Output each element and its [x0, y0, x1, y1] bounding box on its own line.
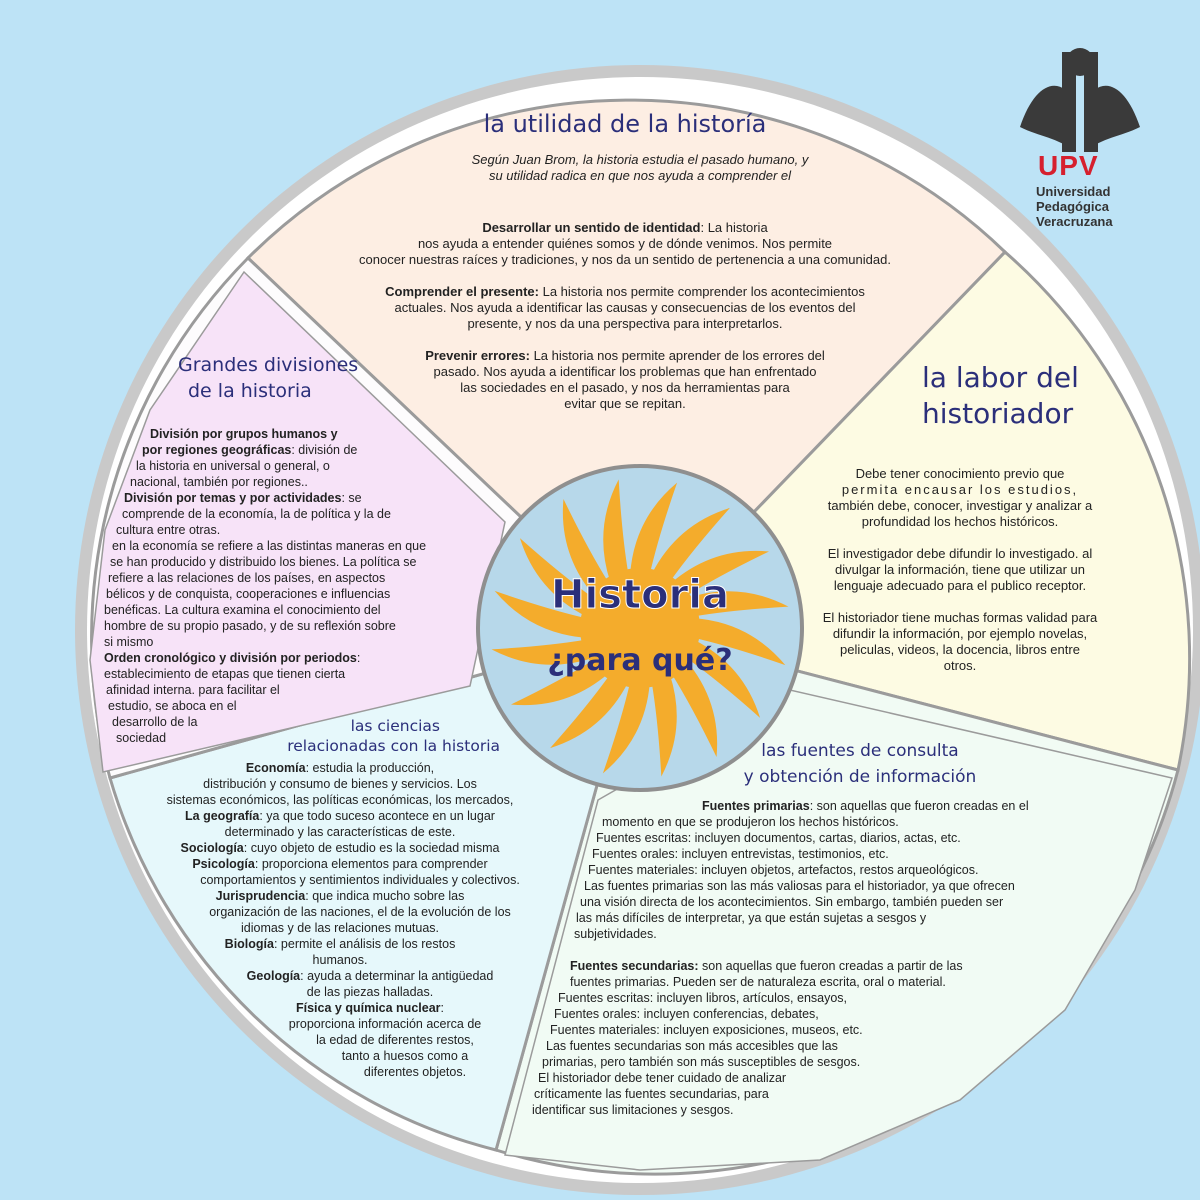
logo-line1: Universidad: [1036, 184, 1111, 199]
text: Grandes divisiones: [178, 354, 359, 376]
fuentes-primarias-heading: Fuentes primarias: [702, 799, 810, 813]
text: la historia en universal o general, o: [136, 459, 330, 473]
text: : son aquellas que fueron creadas en el: [809, 799, 1029, 813]
fuentes-secundarias-heading: Fuentes secundarias:: [570, 959, 699, 973]
text: Fuentes materiales: incluyen exposiciones, museos, etc.: [550, 1023, 863, 1037]
text: proporciona información acerca de: [288, 1017, 482, 1031]
text: Fuentes orales: incluyen conferencias, debates,: [554, 1007, 819, 1021]
center-title: Historia: [550, 572, 730, 618]
text: las sociedades en el pasado, y nos da herramientas para: [460, 380, 790, 395]
text: benéficas. La cultura examina el conocimiento del: [104, 603, 381, 617]
text: las más difíciles de interpretar, ya que están sujetas a sesgos y: [576, 911, 927, 925]
text: determinado y las características de este.: [224, 825, 456, 839]
text: sistemas económicos, las políticas económicas, los mercados,: [166, 793, 514, 807]
text: Fuentes escritas: incluyen documentos, cartas, diarios, actas, etc.: [596, 831, 961, 845]
ciencias-title: [270, 716, 500, 756]
utilidad-p2: [280, 284, 970, 332]
labor-body: [780, 466, 1140, 674]
utilidad-title: la utilidad de la historía: [483, 110, 767, 138]
text: evitar que se repitan.: [564, 396, 686, 411]
text: El historiador tiene muchas formas validad para: [822, 610, 1098, 625]
text: cultura entre otras.: [116, 523, 221, 537]
text: idiomas y de las relaciones mutuas.: [240, 921, 439, 935]
text: comprende de la economía, la de política y la de: [122, 507, 391, 521]
text: diferentes objetos.: [363, 1065, 467, 1079]
text: primarias, pero también son más susceptibles de sesgos.: [542, 1055, 861, 1069]
text: establecimiento de etapas que tienen cierta: [104, 667, 346, 681]
text: Las fuentes secundarias son más accesibles que las: [546, 1039, 838, 1053]
logo-abbr: UPV: [1038, 150, 1099, 181]
text: :: [440, 1001, 444, 1015]
text: actuales. Nos ayuda a identificar las causas y consecuencias de los eventos del: [394, 300, 856, 315]
logo-line2: Pedagógica: [1036, 199, 1109, 214]
divisiones-b1-heading: División por grupos humanos y: [150, 427, 338, 441]
utilidad-intro-line: Según Juan Brom, la historia estudia el pasado humano, y: [471, 152, 809, 167]
text: relacionadas con la historia: [287, 737, 500, 755]
text: Fuentes escritas: incluyen libros, artículos, ensayos,: [558, 991, 848, 1005]
text: también debe, conocer, investigar y analizar a: [827, 498, 1093, 513]
text: identificar sus limitaciones y sesgos.: [532, 1103, 734, 1117]
text: La historia nos permite comprender los acontecimientos: [538, 284, 865, 299]
logo-line3: Veracruzana: [1036, 214, 1113, 229]
text: nos ayuda a entender quiénes somos y de dónde venimos. Nos permite: [417, 236, 833, 251]
text: Debe tener conocimiento previo que: [855, 466, 1065, 481]
text: tanto a huesos como a: [341, 1049, 469, 1063]
text: críticamente las fuentes secundarias, para: [534, 1087, 769, 1101]
text: presente, y nos da una perspectiva para interpretarlos.: [467, 316, 783, 331]
utilidad-intro-line: su utilidad radica en que nos ayuda a comprender el: [488, 168, 792, 183]
text: desarrollo de la: [112, 715, 198, 729]
text: permita encausar los estudios,: [841, 482, 1079, 497]
ciencias-fisica-heading: Física y química nuclear: [296, 1001, 441, 1015]
text: profundidad los hechos históricos.: [861, 514, 1059, 529]
text: se han producido y distribuido los bienes. La política se: [110, 555, 417, 569]
text: comportamientos y sentimientos individuales y colectivos.: [200, 873, 520, 887]
text: peliculas, videos, la docencia, libros entre: [840, 642, 1080, 657]
divisiones-body: [100, 426, 490, 746]
ciencias-biologia-heading: Biología: [224, 937, 274, 951]
text: las ciencias: [350, 717, 440, 735]
text: y obtención de información: [743, 767, 977, 787]
divisiones-title: [178, 352, 358, 404]
text: : estudia la producción,: [305, 761, 435, 775]
text: la edad de diferentes restos,: [316, 1033, 474, 1047]
text: pasado. Nos ayuda a identificar los problemas que han enfrentado: [433, 364, 817, 379]
text: humanos.: [312, 953, 368, 967]
text: de las piezas halladas.: [306, 985, 434, 999]
text: si mismo: [104, 635, 154, 649]
text: momento en que se produjeron los hechos históricos.: [602, 815, 899, 829]
ciencias-psicologia-heading: Psicología: [192, 857, 255, 871]
text: Fuentes materiales: incluyen objetos, artefactos, restos arqueológicos.: [588, 863, 979, 877]
utilidad-p3: [280, 348, 970, 412]
text: estudio, se aboca en el: [108, 699, 237, 713]
utilidad-body: [280, 220, 970, 412]
ciencias-geologia-heading: Geología: [246, 969, 301, 983]
utilidad-intro: [380, 152, 900, 184]
text: :: [356, 651, 361, 665]
center-subtitle: ¿para qué?: [547, 643, 733, 678]
text: : La historia: [700, 220, 768, 235]
text: fuentes primarias. Pueden ser de naturaleza escrita, oral o material.: [570, 975, 946, 989]
text: sociedad: [116, 731, 167, 745]
text: historiador: [922, 397, 1074, 430]
ciencias-economia-heading: Economía: [245, 761, 306, 775]
text: las fuentes de consulta: [761, 741, 959, 761]
text: de la historia: [188, 380, 312, 402]
text: La historia nos permite aprender de los errores del: [529, 348, 825, 363]
text: afinidad interna. para facilitar el: [106, 683, 280, 697]
text: El historiador debe tener cuidado de analizar: [538, 1071, 787, 1085]
text: Las fuentes primarias son las más valiosas para el historiador, ya que ofrecen: [584, 879, 1015, 893]
utilidad-p1: [280, 220, 970, 268]
text: difundir la información, por ejemplo novelas,: [832, 626, 1088, 641]
text: son aquellas que fueron creadas a partir de las: [698, 959, 963, 973]
text: en la economía se refiere a las distintas maneras en que: [112, 539, 427, 553]
ciencias-geografia-heading: La geografía: [185, 809, 260, 823]
text: : se: [341, 491, 362, 505]
text: lenguaje adecuado para el publico receptor.: [833, 578, 1087, 593]
text: El investigador debe difundir lo investigado. al: [827, 546, 1093, 561]
text: : permite el análisis de los restos: [273, 937, 456, 951]
fuentes-body: [532, 798, 1090, 1118]
text: : que indica mucho sobre las: [305, 889, 465, 903]
divisiones-b1-heading: por regiones geográficas: [142, 443, 292, 457]
labor-title: [922, 360, 1079, 432]
text: : cuyo objeto de estudio es la sociedad misma: [243, 841, 500, 855]
utilidad-p3-heading: Prevenir errores:: [425, 348, 530, 363]
ciencias-body: [130, 760, 550, 1080]
text: nacional, también por regiones..: [130, 475, 308, 489]
utilidad-p2-heading: Comprender el presente:: [385, 284, 539, 299]
text: divulgar la información, tiene que utilizar un: [834, 562, 1086, 577]
text: una visión directa de los acontecimientos. Sin embargo, también pueden ser: [580, 895, 1004, 909]
text: subjetividades.: [574, 927, 657, 941]
divisiones-b2-heading: División por temas y por actividades: [124, 491, 342, 505]
text: distribución y consumo de bienes y servicios. Los: [203, 777, 477, 791]
text: conocer nuestras raíces y tradiciones, y nos da un sentido de pertenencia a una comunidad.: [359, 252, 891, 267]
text: : ya que todo suceso acontece en un lugar: [259, 809, 495, 823]
text: bélicos y de conquista, cooperaciones e influencias: [106, 587, 391, 601]
text: refiere a las relaciones de los países, en aspectos: [108, 571, 386, 585]
text: otros.: [943, 658, 977, 673]
utilidad-p1-heading: Desarrollar un sentido de identidad: [482, 220, 701, 235]
fuentes-title: [740, 738, 980, 790]
ciencias-jurisprudencia-heading: Jurisprudencia: [215, 889, 306, 903]
divisiones-b3-heading: Orden cronológico y división por periodos: [104, 651, 357, 665]
text: : ayuda a determinar la antigüedad: [300, 969, 494, 983]
text: Fuentes orales: incluyen entrevistas, testimonios, etc.: [592, 847, 889, 861]
text: : división de: [291, 443, 358, 457]
text: hombre de su propio pasado, y de su reflexión sobre: [104, 619, 396, 633]
ciencias-sociologia-heading: Sociología: [180, 841, 244, 855]
text: organización de las naciones, el de la evolución de los: [209, 905, 511, 919]
text: : proporciona elementos para comprender: [254, 857, 488, 871]
text: la labor del: [922, 361, 1079, 394]
